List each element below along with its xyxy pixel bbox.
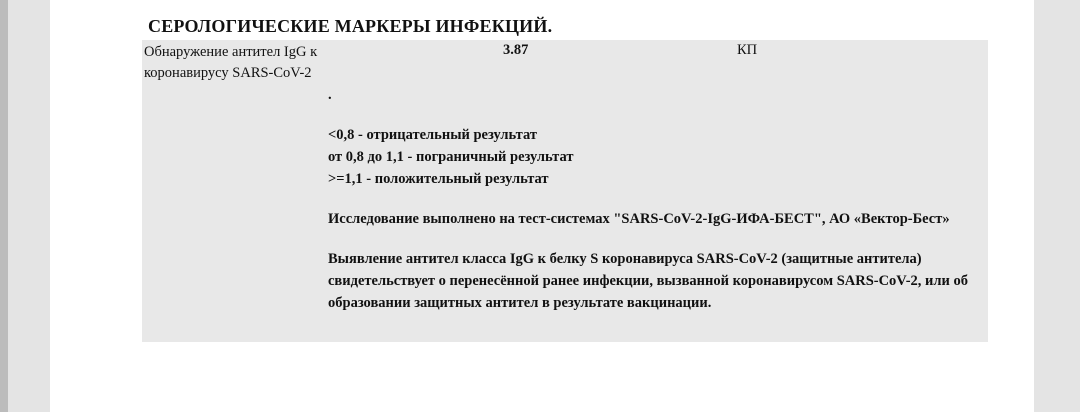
reference-range-borderline: от 0,8 до 1,1 - пограничный результат bbox=[328, 149, 574, 165]
reference-range-positive: >=1,1 - положительный результат bbox=[328, 171, 549, 187]
test-value: 3.87 bbox=[503, 42, 529, 58]
window-edge bbox=[0, 0, 8, 412]
section-title: СЕРОЛОГИЧЕСКИЕ МАРКЕРЫ ИНФЕКЦИЙ. bbox=[148, 16, 553, 36]
reference-range-negative: <0,8 - отрицательный результат bbox=[328, 127, 537, 143]
test-unit: КП bbox=[737, 42, 758, 58]
interpretation-note: Выявление антител класса IgG к белку S коронавируса SARS-CoV-2 (защитные антитела) свидетельствует о перенесённой ранее инфекции, вызванной коронавирусом SARS-CoV-2, или об образовании защитных антител в результате вакцинации. bbox=[328, 251, 969, 311]
document-page bbox=[50, 0, 1034, 412]
test-name: Обнаружение антител IgG к коронавирусу SARS-CoV-2 bbox=[144, 44, 318, 81]
test-comment bbox=[328, 84, 988, 314]
test-result-block bbox=[142, 40, 988, 342]
comment-dot: . bbox=[328, 87, 332, 103]
method-note: Исследование выполнено на тест-системах "SARS-CoV-2-IgG-ИФА-БЕСТ", АО «Вектор-Бест» bbox=[328, 211, 950, 227]
